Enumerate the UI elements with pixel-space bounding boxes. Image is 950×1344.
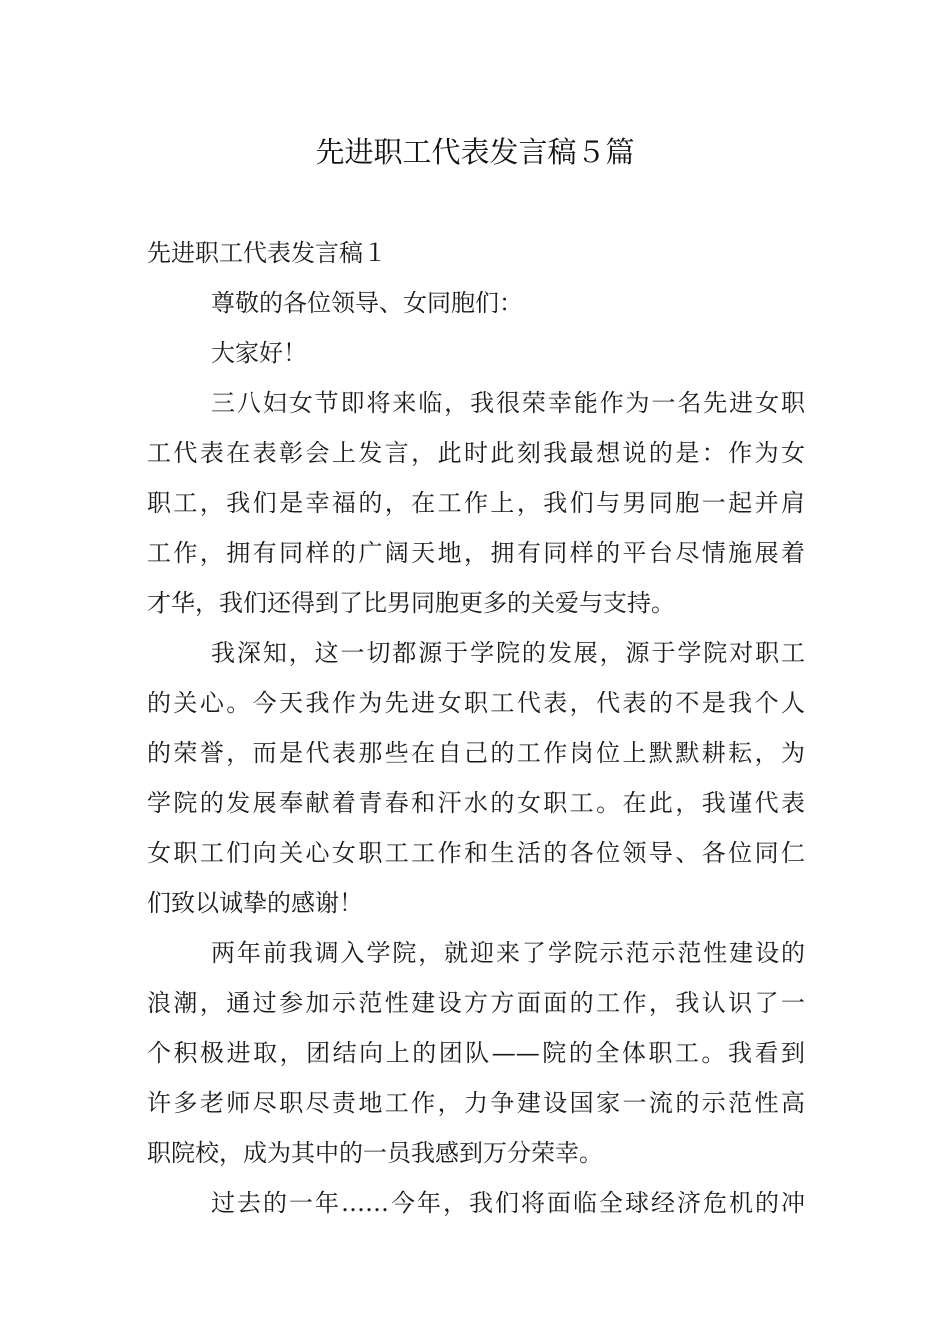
document-title: 先进职工代表发言稿５篇 <box>315 135 635 169</box>
text-line: 工代表在表彰会上发言，此时此刻我最想说的是：作为女 <box>147 439 805 467</box>
text-line: 个积极进取，团结向上的团队——院的全体职工。我看到 <box>147 1039 805 1067</box>
text-line: 过去的一年……今年，我们将面临全球经济危机的冲 <box>211 1189 805 1217</box>
text-line: 学院的发展奉献着青春和汗水的女职工。在此，我谨代表 <box>147 789 805 817</box>
text-line: 大家好！ <box>211 339 307 367</box>
text-line: 两年前我调入学院，就迎来了学院示范示范性建设的 <box>211 939 805 967</box>
text-line: 职院校，成为其中的一员我感到万分荣幸。 <box>147 1139 603 1167</box>
text-line: 我深知，这一切都源于学院的发展，源于学院对职工 <box>211 639 805 667</box>
text-line: 许多老师尽职尽责地工作，力争建设国家一流的示范性高 <box>147 1089 805 1117</box>
document-body <box>147 228 805 1228</box>
text-line: 浪潮，通过参加示范性建设方方面面的工作，我认识了一 <box>147 989 805 1017</box>
text-line: 才华，我们还得到了比男同胞更多的关爱与支持。 <box>147 589 675 617</box>
section-heading: 先进职工代表发言稿１ <box>147 239 387 267</box>
text-line: 的关心。今天我作为先进女职工代表，代表的不是我个人 <box>147 689 805 717</box>
text-line: 的荣誉，而是代表那些在自己的工作岗位上默默耕耘，为 <box>147 739 805 767</box>
text-line: 工作，拥有同样的广阔天地，拥有同样的平台尽情施展着 <box>147 539 805 567</box>
text-line: 们致以诚挚的感谢！ <box>147 889 363 917</box>
text-line: 职工，我们是幸福的，在工作上，我们与男同胞一起并肩 <box>147 489 805 517</box>
text-line: 三八妇女节即将来临，我很荣幸能作为一名先进女职 <box>211 389 805 417</box>
text-line: 女职工们向关心女职工工作和生活的各位领导、各位同仁 <box>147 839 805 867</box>
text-line: 尊敬的各位领导、女同胞们： <box>211 289 523 317</box>
